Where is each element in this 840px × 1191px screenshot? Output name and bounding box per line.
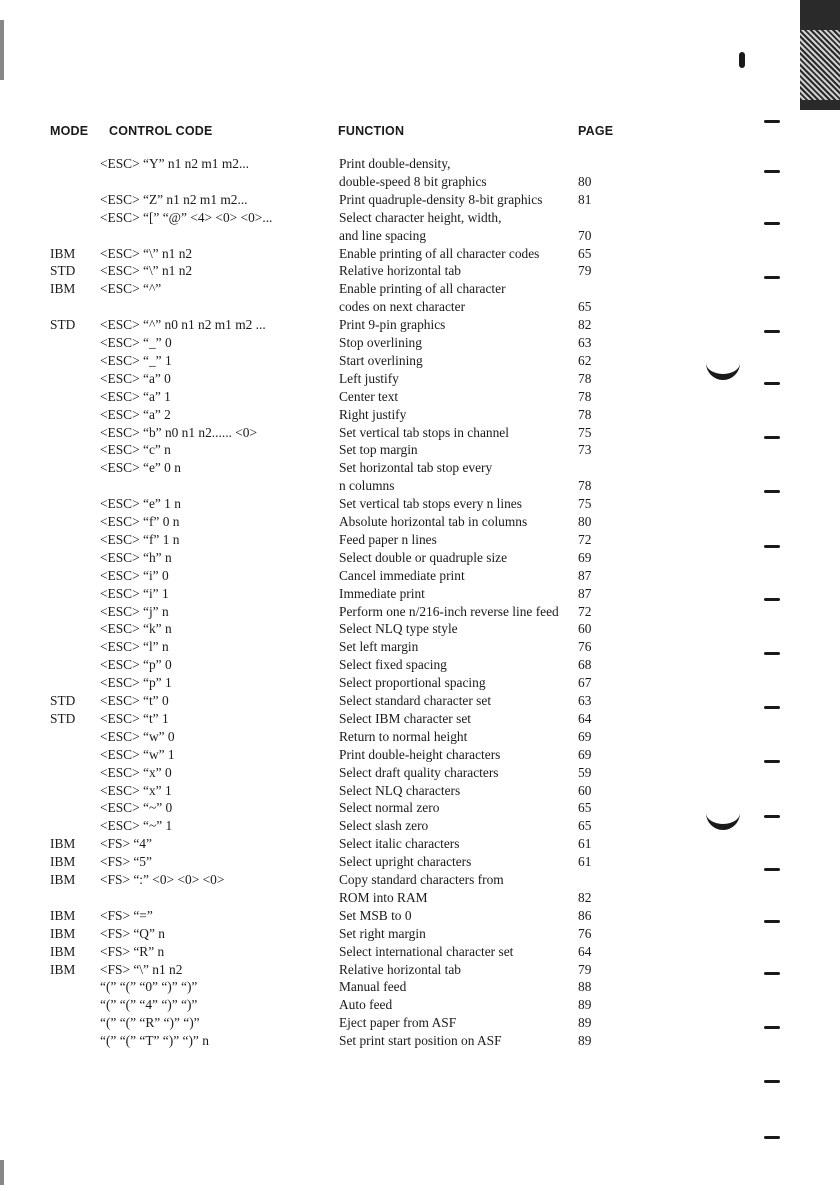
row-code-cell: <ESC> “Z” n1 n2 m1 m2... [100, 191, 248, 207]
scan-artifact [0, 1160, 4, 1185]
row-function-cell: Print 9-pin graphics [339, 317, 446, 333]
row-function-cell: Set MSB to 0 [339, 907, 412, 923]
row-function-cell: Set top margin [339, 442, 418, 458]
margin-dash-mark [764, 490, 780, 493]
row-function-cell: Print quadruple-density 8-bit graphics [339, 191, 543, 207]
row-page-cell: 87 [578, 567, 592, 583]
column-header-page: PAGE [578, 124, 614, 138]
row-function-cell: Select upright characters [339, 854, 472, 870]
column-header-mode: MODE [50, 124, 89, 138]
row-code-cell: “(” “(” “T” “)” “)” n [100, 1033, 209, 1049]
row-page-cell: 88 [578, 979, 592, 995]
row-code-cell: <ESC> “p” 0 [100, 657, 172, 673]
row-code-cell: <ESC> “b” n0 n1 n2...... <0> [100, 424, 258, 440]
row-page-cell: 78 [578, 478, 592, 494]
row-function-cell: Cancel immediate print [339, 567, 465, 583]
row-function-cell: Feed paper n lines [339, 531, 437, 547]
row-page-cell: 68 [578, 657, 592, 673]
row-page-cell: 67 [578, 675, 592, 691]
row-code-cell: <FS> “Q” n [100, 925, 165, 941]
row-page-cell: 82 [578, 317, 592, 333]
row-page-cell: 65 [578, 818, 592, 834]
row-page-cell: 72 [578, 531, 592, 547]
row-function-cell: n columns [339, 478, 395, 494]
row-function-cell: Set vertical tab stops in channel [339, 424, 509, 440]
row-function-cell: Eject paper from ASF [339, 1015, 457, 1031]
row-code-cell: <ESC> “~” 0 [100, 800, 173, 816]
row-function-cell: double-speed 8 bit graphics [339, 173, 487, 189]
margin-dash-mark [764, 760, 780, 763]
row-function-cell: Select italic characters [339, 836, 460, 852]
row-page-cell: 78 [578, 370, 592, 386]
row-code-cell: <ESC> “k” n [100, 621, 172, 637]
row-page-cell: 61 [578, 836, 592, 852]
margin-dash-mark [764, 222, 780, 225]
scan-artifact [706, 810, 740, 830]
row-function-cell: Set left margin [339, 639, 419, 655]
row-page-cell: 75 [578, 496, 592, 512]
row-function-cell: Set print start position on ASF [339, 1033, 502, 1049]
row-function-cell: Select NLQ characters [339, 782, 461, 798]
row-code-cell: <ESC> “Y” n1 n2 m1 m2... [100, 156, 250, 171]
row-code-cell: <ESC> “t” 0 [100, 693, 169, 708]
row-function-cell: Center text [339, 388, 399, 404]
row-function-cell: ROM into RAM [339, 889, 428, 905]
row-function-cell: Set horizontal tab stop every [339, 460, 493, 476]
row-function-cell: Relative horizontal tab [339, 263, 461, 279]
margin-dash-mark [764, 276, 780, 279]
row-page-cell: 81 [578, 191, 592, 207]
row-function-cell: Absolute horizontal tab in columns [339, 514, 528, 529]
row-code-cell: <ESC> “t” 1 [100, 710, 169, 726]
row-function-cell: Select draft quality characters [339, 764, 499, 780]
row-page-cell: 65 [578, 245, 592, 261]
row-function-cell: Left justify [339, 370, 399, 386]
row-page-cell: 61 [578, 854, 592, 870]
row-function-cell: Enable printing of all character [339, 281, 506, 297]
row-function-cell: Select character height, width, [339, 209, 502, 225]
row-function-cell: Stop overlining [339, 335, 422, 350]
row-mode-cell: STD [50, 317, 76, 333]
row-code-cell: <ESC> “j” n [100, 603, 169, 619]
row-code-cell: <ESC> “x” 0 [100, 764, 172, 780]
row-function-cell: Select normal zero [339, 800, 440, 816]
margin-dash-mark [764, 120, 780, 123]
row-code-cell: “(” “(” “R” “)” “)” [100, 1015, 200, 1031]
row-page-cell: 64 [578, 943, 592, 959]
row-page-cell: 80 [578, 514, 592, 529]
row-code-cell: <ESC> “~” 1 [100, 818, 173, 834]
row-mode-cell: STD [50, 710, 76, 726]
row-code-cell: <FS> “5” [100, 854, 152, 870]
row-page-cell: 86 [578, 907, 592, 923]
margin-dash-mark [764, 436, 780, 439]
row-code-cell: <ESC> “i” 1 [100, 585, 169, 601]
row-page-cell: 63 [578, 693, 592, 708]
row-code-cell: <ESC> “e” 0 n [100, 460, 181, 476]
row-mode-cell: IBM [50, 854, 76, 870]
row-code-cell: <ESC> “\” n1 n2 [100, 245, 193, 261]
margin-dash-mark [764, 972, 780, 975]
row-page-cell: 78 [578, 388, 592, 404]
row-code-cell: <ESC> “a” 0 [100, 370, 171, 386]
row-page-cell: 89 [578, 997, 592, 1013]
row-code-cell: “(” “(” “0” “)” “)” [100, 979, 198, 995]
row-code-cell: <ESC> “l” n [100, 639, 169, 655]
row-page-cell: 65 [578, 299, 592, 315]
scan-artifact [706, 360, 740, 380]
row-function-cell: Select IBM character set [339, 710, 471, 726]
margin-dash-mark [764, 598, 780, 601]
row-code-cell: <ESC> “_” 1 [100, 352, 172, 368]
row-page-cell: 64 [578, 710, 592, 726]
row-code-cell: <ESC> “a” 1 [100, 388, 171, 404]
row-page-cell: 70 [578, 227, 592, 243]
row-function-cell: Select international character set [339, 943, 514, 959]
row-page-cell: 76 [578, 925, 592, 941]
row-code-cell: <FS> “=” [100, 907, 153, 923]
row-function-cell: Print double-density, [339, 156, 451, 171]
row-code-cell: <ESC> “_” 0 [100, 335, 172, 350]
row-function-cell: Right justify [339, 406, 407, 422]
row-function-cell: Relative horizontal tab [339, 961, 461, 977]
row-function-cell: Select standard character set [339, 693, 492, 708]
margin-dash-mark [764, 1026, 780, 1029]
column-header-control-code: CONTROL CODE [109, 124, 213, 138]
row-code-cell: <ESC> “f” 0 n [100, 514, 180, 529]
margin-dash-mark [764, 1080, 780, 1083]
row-function-cell: Select fixed spacing [339, 657, 447, 673]
row-function-cell: Start overlining [339, 352, 423, 368]
margin-dash-mark [764, 706, 780, 709]
row-page-cell: 59 [578, 764, 592, 780]
row-page-cell: 73 [578, 442, 592, 458]
row-page-cell: 89 [578, 1033, 592, 1049]
row-page-cell: 69 [578, 746, 592, 762]
row-code-cell: <ESC> “a” 2 [100, 406, 171, 422]
row-page-cell: 65 [578, 800, 592, 816]
row-code-cell: <ESC> “f” 1 n [100, 531, 180, 547]
row-function-cell: Immediate print [339, 585, 425, 601]
margin-dash-mark [764, 382, 780, 385]
row-page-cell: 69 [578, 549, 592, 565]
row-function-cell: Enable printing of all character codes [339, 245, 540, 261]
column-header-function: FUNCTION [338, 124, 405, 138]
row-code-cell: <ESC> “h” n [100, 549, 172, 565]
row-mode-cell: IBM [50, 961, 76, 977]
row-code-cell: <FS> “:” <0> <0> <0> [100, 872, 225, 887]
margin-dash-mark [764, 330, 780, 333]
row-page-cell: 89 [578, 1015, 592, 1031]
row-code-cell: <ESC> “c” n [100, 442, 171, 458]
row-page-cell: 62 [578, 352, 592, 368]
row-mode-cell: IBM [50, 281, 76, 297]
row-function-cell: Select NLQ type style [339, 621, 458, 637]
row-page-cell: 76 [578, 639, 592, 655]
row-function-cell: Copy standard characters from [339, 872, 504, 887]
row-code-cell: <ESC> “e” 1 n [100, 496, 181, 512]
row-code-cell: <ESC> “^” [100, 281, 162, 297]
row-function-cell: Select proportional spacing [339, 675, 486, 691]
row-page-cell: 82 [578, 889, 592, 905]
margin-dash-mark [764, 545, 780, 548]
row-code-cell: <ESC> “w” 0 [100, 728, 175, 744]
row-function-cell: codes on next character [339, 299, 466, 315]
row-mode-cell: IBM [50, 872, 76, 887]
row-page-cell: 63 [578, 335, 592, 350]
row-code-cell: <ESC> “w” 1 [100, 746, 175, 762]
row-mode-cell: IBM [50, 907, 76, 923]
row-mode-cell: IBM [50, 836, 76, 852]
row-code-cell: <ESC> “\” n1 n2 [100, 263, 193, 279]
scan-artifact [739, 52, 745, 68]
row-page-cell: 80 [578, 173, 592, 189]
row-page-cell: 78 [578, 406, 592, 422]
scan-artifact [0, 20, 4, 80]
row-mode-cell: IBM [50, 925, 76, 941]
row-code-cell: <FS> “R” n [100, 943, 165, 959]
row-page-cell: 60 [578, 782, 592, 798]
row-function-cell: Manual feed [339, 979, 407, 995]
row-function-cell: Perform one n/216-inch reverse line feed [339, 603, 559, 619]
row-function-cell: Print double-height characters [339, 746, 501, 762]
row-mode-cell: IBM [50, 943, 76, 959]
row-page-cell: 87 [578, 585, 592, 601]
row-page-cell: 69 [578, 728, 592, 744]
row-mode-cell: IBM [50, 245, 76, 261]
row-function-cell: Set vertical tab stops every n lines [339, 496, 522, 512]
row-function-cell: Set right margin [339, 925, 426, 941]
row-code-cell: <ESC> “x” 1 [100, 782, 172, 798]
margin-dash-mark [764, 652, 780, 655]
margin-dash-mark [764, 170, 780, 173]
row-code-cell: <FS> “\” n1 n2 [100, 961, 183, 977]
row-page-cell: 79 [578, 961, 592, 977]
row-page-cell: 75 [578, 424, 592, 440]
margin-dash-mark [764, 815, 780, 818]
row-mode-cell: STD [50, 263, 76, 279]
margin-dash-mark [764, 1136, 780, 1139]
row-function-cell: and line spacing [339, 227, 427, 243]
row-code-cell: <ESC> “[” “@” <4> <0> <0>... [100, 209, 273, 225]
row-code-cell: “(” “(” “4” “)” “)” [100, 997, 198, 1013]
row-code-cell: <ESC> “^” n0 n1 n2 m1 m2 ... [100, 317, 266, 333]
row-page-cell: 79 [578, 263, 592, 279]
row-mode-cell: STD [50, 693, 76, 708]
row-code-cell: <FS> “4” [100, 836, 152, 852]
row-code-cell: <ESC> “p” 1 [100, 675, 172, 691]
row-function-cell: Auto feed [339, 997, 393, 1013]
row-code-cell: <ESC> “i” 0 [100, 567, 169, 583]
row-function-cell: Return to normal height [339, 728, 468, 744]
margin-dash-mark [764, 868, 780, 871]
scan-edge-shadow [800, 0, 840, 110]
margin-dash-mark [764, 920, 780, 923]
row-function-cell: Select double or quadruple size [339, 549, 508, 565]
row-function-cell: Select slash zero [339, 818, 429, 834]
row-page-cell: 72 [578, 603, 592, 619]
row-page-cell: 60 [578, 621, 592, 637]
